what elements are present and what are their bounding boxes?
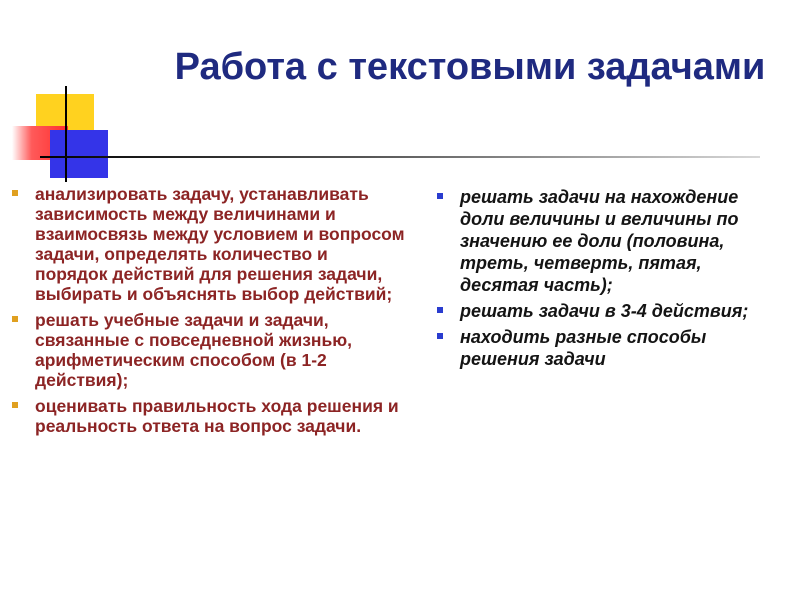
list-item-text: оценивать правильность хода решения и реальность ответа на вопрос задачи. — [35, 396, 399, 436]
right-bullet-list — [435, 186, 780, 374]
list-item — [10, 310, 405, 390]
square-bullet-icon — [12, 316, 18, 322]
left-bullet-list — [10, 184, 405, 442]
decor-blue-square — [50, 130, 108, 178]
square-bullet-icon — [12, 190, 18, 196]
square-bullet-icon — [437, 307, 443, 313]
list-item-text: находить разные способы решения задачи — [460, 327, 707, 369]
list-item — [435, 326, 780, 370]
list-item — [435, 300, 780, 322]
list-item-text: решать задачи на нахождение доли величины и величины по значению ее доли (половина, треть, четверть, пятая, десятая часть); — [460, 187, 739, 295]
title-divider-line — [40, 156, 760, 158]
square-bullet-icon — [437, 333, 443, 339]
list-item — [10, 396, 405, 436]
list-item-text: решать задачи в 3-4 действия; — [460, 301, 749, 321]
square-bullet-icon — [437, 193, 443, 199]
slide-title: Работа с текстовыми задачами — [174, 46, 766, 88]
list-item — [435, 186, 780, 296]
list-item-text: анализировать задачу, устанавливать зависимость между величинами и взаимосвязь между условием и вопросом задачи, определять количество и порядок действий для решения задачи, выбирать и объяснять выбор действий; — [35, 184, 405, 304]
list-item — [10, 184, 405, 304]
decor-vertical-line — [65, 86, 67, 182]
square-bullet-icon — [12, 402, 18, 408]
list-item-text: решать учебные задачи и задачи, связанные с повседневной жизнью, арифметическим способом (в 1-2 действия); — [35, 310, 353, 390]
